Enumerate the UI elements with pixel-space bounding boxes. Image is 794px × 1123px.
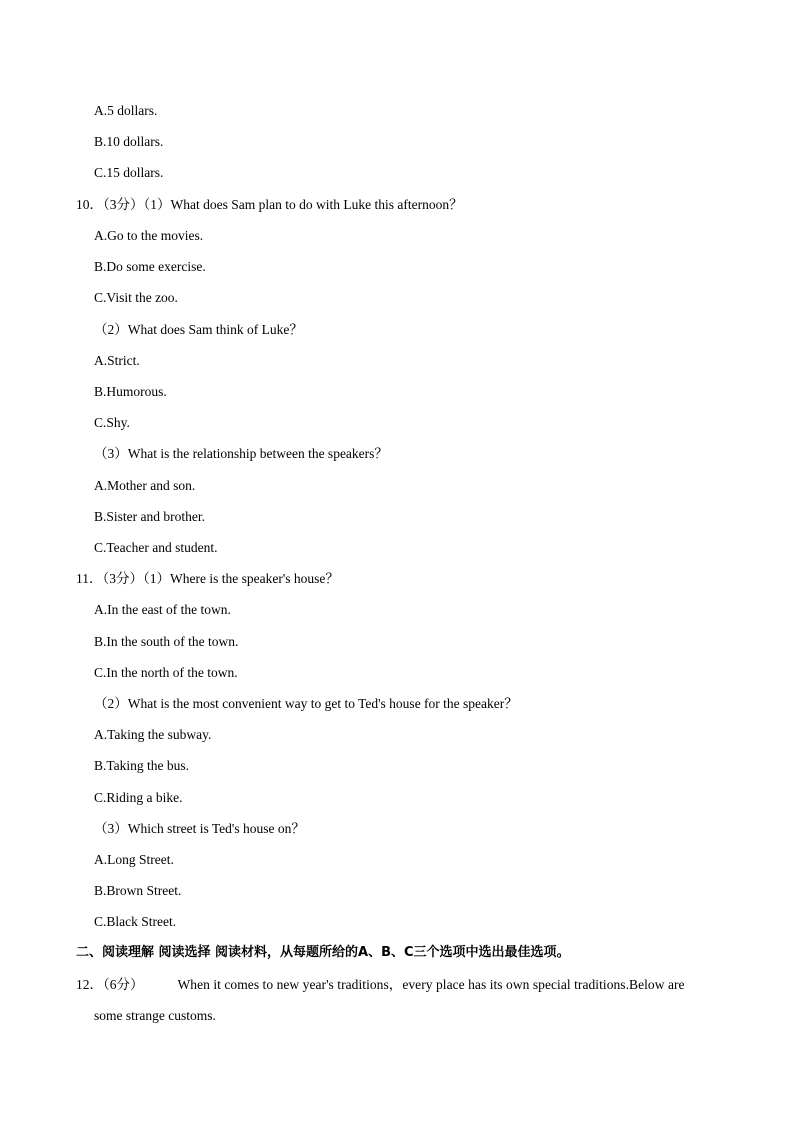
q9-option-b: B.10 dollars.	[94, 134, 164, 149]
q11-p2-option-a: A.Taking the subway.	[94, 727, 212, 742]
q9-option-a: A.5 dollars.	[94, 103, 158, 118]
q10-p2-option-c: C.Shy.	[94, 415, 130, 430]
q11-p1-option-c: C.In the north of the town.	[94, 665, 238, 680]
q11-p2-option-b: B.Taking the bus.	[94, 758, 190, 773]
q10-p2-option-a: A.Strict.	[94, 353, 140, 368]
q10-p1-option-b: B.Do some exercise.	[94, 259, 206, 274]
q10-p3-option-b: B.Sister and brother.	[94, 509, 205, 524]
q10-header: 10．（3分）（1）What does Sam plan to do with Luke this afternoon？	[76, 197, 463, 212]
q11-p3-option-c: C.Black Street.	[94, 914, 177, 929]
q10-p1-option-c: C.Visit the zoo.	[94, 290, 178, 305]
section-heading: 二、阅读理解 阅读选择 阅读材料，从每题所给的A、B、C三个选项中选出最佳选项。	[76, 945, 570, 960]
q10-p3-option-c: C.Teacher and student.	[94, 540, 218, 555]
q10-p2-question: （2）What does Sam think of Luke？	[94, 322, 303, 337]
q9-option-c: C.15 dollars.	[94, 165, 164, 180]
q12-label: 12．（6分）	[76, 977, 144, 992]
q11-p2-question: （2）What is the most convenient way to get to Ted's house for the speaker？	[94, 696, 518, 711]
q10-p2-option-b: B.Humorous.	[94, 384, 167, 399]
q11-p1-option-a: A.In the east of the town.	[94, 602, 231, 617]
q12-passage-line2: some strange customs.	[94, 1008, 216, 1023]
q12-passage-line1: When it comes to new year's traditions，every place has its own special traditions.Below are	[177, 977, 685, 992]
q10-p3-question: （3）What is the relationship between the speakers？	[94, 446, 388, 461]
q11-header: 11．（3分）（1）Where is the speaker's house？	[76, 571, 339, 586]
q11-p2-option-c: C.Riding a bike.	[94, 790, 183, 805]
q12-first-line	[76, 977, 720, 993]
q11-p3-option-a: A.Long Street.	[94, 852, 174, 867]
q10-p1-option-a: A.Go to the movies.	[94, 228, 204, 243]
q11-p1-option-b: B.In the south of the town.	[94, 634, 239, 649]
q11-p3-question: （3）Which street is Ted's house on？	[94, 821, 305, 836]
q11-p3-option-b: B.Brown Street.	[94, 883, 182, 898]
q10-p3-option-a: A.Mother and son.	[94, 478, 196, 493]
